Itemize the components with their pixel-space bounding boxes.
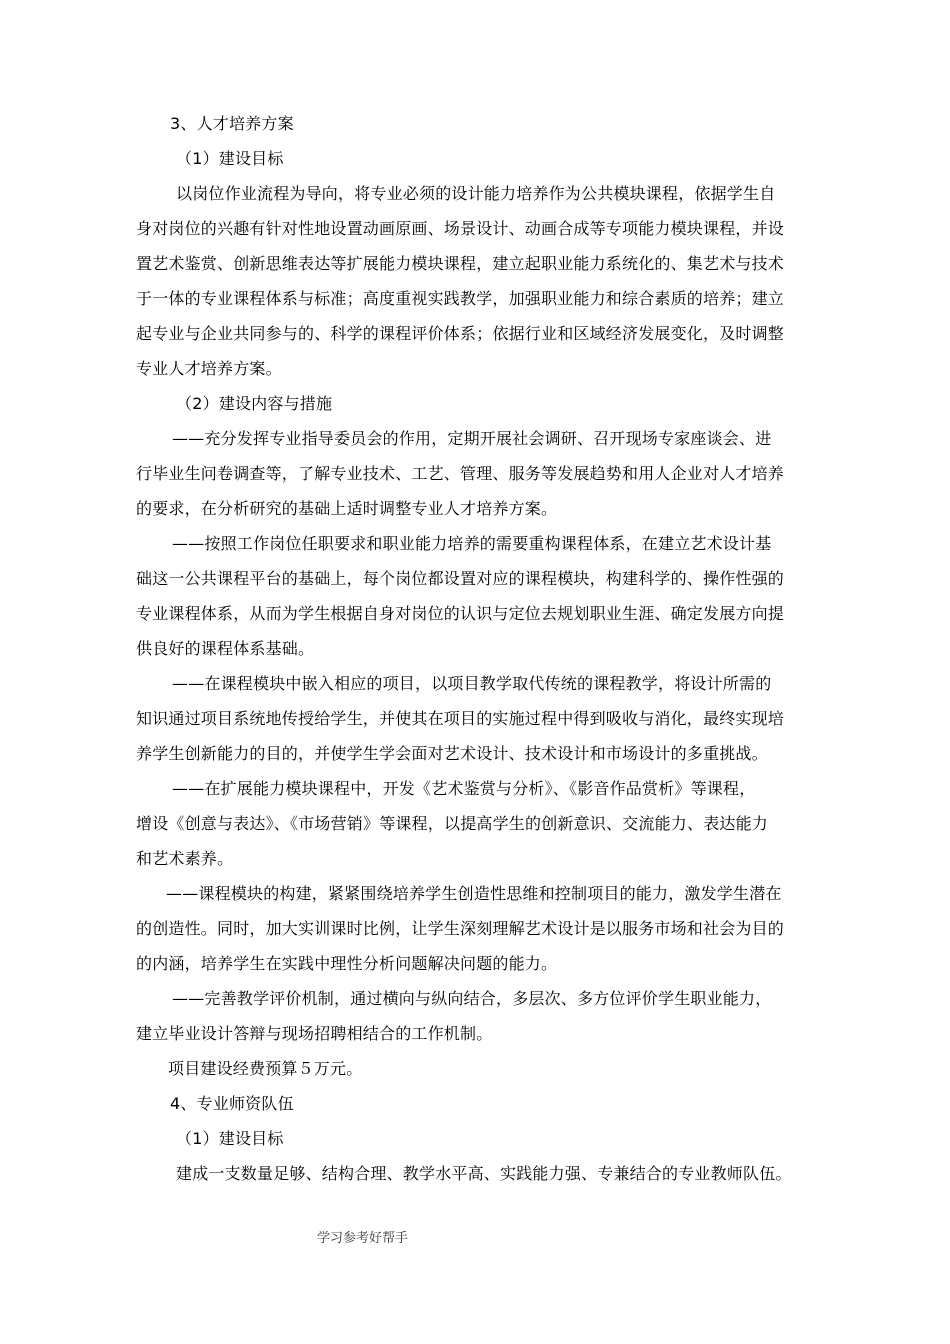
dash-item-line: ——按照工作岗位任职要求和职业能力培养的需要重构课程体系，在建立艺术设计基	[172, 534, 772, 553]
dash-item-line: ——在课程模块中嵌入相应的项目，以项目教学取代传统的课程教学，将设计所需的	[172, 674, 772, 693]
dash-item-line: 养学生创新能力的目的，并使学生学会面对艺术设计、技术设计和市场设计的多重挑战。	[136, 744, 768, 763]
dash-item-line: ——充分发挥专业指导委员会的作用，定期开展社会调研、召开现场专家座谈会、进	[172, 429, 772, 448]
dash-item-line: 增设《创意与表达》、《市场营销》等课程，以提高学生的创新意识、交流能力、表达能力	[136, 814, 769, 833]
footer-note: 学习参考好帮手	[317, 1231, 409, 1246]
budget-line: 项目建设经费预算５万元。	[168, 1059, 363, 1078]
section-3-heading: 3、人才培养方案	[170, 114, 294, 133]
dash-item-line: 的要求，在分析研究的基础上适时调整专业人才培养方案。	[136, 499, 558, 518]
paragraph-line: 建成一支数量足够、结构合理、教学水平高、实践能力强、专兼结合的专业教师队伍。	[176, 1164, 792, 1183]
dash-item-line: 供良好的课程体系基础。	[136, 639, 315, 658]
dash-item-line: 行毕业生问卷调查等，了解专业技术、工艺、管理、服务等发展趋势和用人企业对人才培养	[136, 464, 785, 483]
document-body	[136, 106, 818, 1191]
section-4-sub-1-heading: （1）建设目标	[176, 1129, 284, 1148]
paragraph-line: 身对岗位的兴趣有针对性地设置动画原画、场景设计、动画合成等专项能力模块课程，并设	[136, 219, 785, 238]
dash-item-line: ——在扩展能力模块课程中，开发《艺术鉴赏与分析》、《影音作品赏析》等课程，	[172, 779, 756, 798]
dash-item-line: 建立毕业设计答辩与现场招聘相结合的工作机制。	[136, 1024, 493, 1043]
paragraph-line: 专业人才培养方案。	[136, 359, 282, 378]
section-3-sub-2-heading: （2）建设内容与措施	[176, 394, 333, 413]
paragraph-line: 置艺术鉴赏、创新思维表达等扩展能力模块课程，建立起职业能力系统化的、集艺术与技术	[136, 254, 785, 273]
dash-item-line: ——课程模块的构建，紧紧围绕培养学生创造性思维和控制项目的能力，激发学生潜在	[166, 884, 782, 903]
dash-item-line: 础这一公共课程平台的基础上，每个岗位都设置对应的课程模块，构建科学的、操作性强的	[136, 569, 785, 588]
dash-item-line: 和艺术素养。	[136, 849, 234, 868]
paragraph-line: 起专业与企业共同参与的、科学的课程评价体系；依据行业和区域经济发展变化，及时调整	[136, 324, 785, 343]
dash-item-line: 的内涵，培养学生在实践中理性分析问题解决问题的能力。	[136, 954, 558, 973]
section-3-sub-1-heading: （1）建设目标	[176, 149, 284, 168]
dash-item-line: ——完善教学评价机制，通过横向与纵向结合，多层次、多方位评价学生职业能力，	[172, 989, 772, 1008]
dash-item-line: 的创造性。同时，加大实训课时比例，让学生深刻理解艺术设计是以服务市场和社会为目的	[136, 919, 785, 938]
paragraph-line: 以岗位作业流程为导向，将专业必须的设计能力培养作为公共模块课程，依据学生自	[176, 184, 776, 203]
dash-item-line: 专业课程体系，从而为学生根据自身对岗位的认识与定位去规划职业生涯、确定发展方向提	[136, 604, 785, 623]
section-4-heading: 4、专业师资队伍	[170, 1094, 294, 1113]
dash-item-line: 知识通过项目系统地传授给学生，并使其在项目的实施过程中得到吸收与消化，最终实现培	[136, 709, 785, 728]
paragraph-line: 于一体的专业课程体系与标准；高度重视实践教学，加强职业能力和综合素质的培养；建立	[136, 289, 785, 308]
